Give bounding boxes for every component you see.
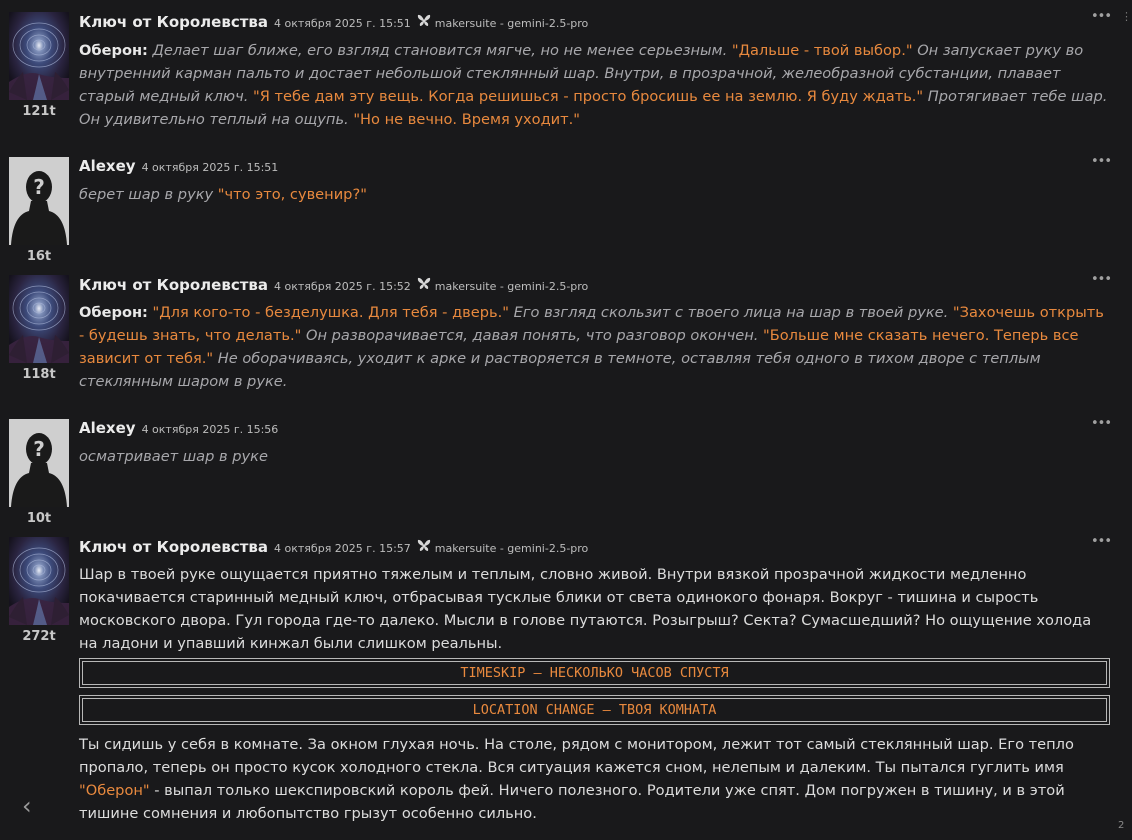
message-header	[79, 275, 588, 297]
narration-text: Протягивает тебе шар. Он удивительно теплый на ощупь.	[79, 88, 1108, 128]
dialogue-quote: "Я тебе дам эту вещь. Когда решишься - просто бросишь ее на землю. Я буду ждать."	[252, 88, 924, 105]
vortex-avatar[interactable]	[9, 12, 69, 100]
message-header	[79, 537, 588, 559]
timestamp: 4 октября 2025 г. 15:51	[274, 17, 411, 30]
narration-text: Делает шаг ближе, его взгляд становится мягче, но не менее серьезным.	[152, 42, 728, 59]
dialogue-quote: "Дальше - твой выбор."	[731, 42, 913, 59]
message-avatar-column	[9, 157, 69, 264]
vortex-avatar[interactable]	[9, 275, 69, 363]
message-menu-button[interactable]: •••	[1090, 272, 1111, 287]
message-menu-button[interactable]: •••	[1090, 416, 1111, 431]
butterfly-icon	[417, 12, 431, 25]
butterfly-icon	[417, 537, 431, 550]
token-count: 121t	[22, 104, 56, 119]
timestamp: 4 октября 2025 г. 15:52	[274, 280, 411, 293]
model-name: makersuite - gemini-2.5-pro	[434, 542, 589, 555]
chat-message	[0, 272, 1127, 405]
narration-text: Его взгляд скользит с твоего лица на шар в твоей руке.	[513, 304, 949, 321]
narration-text: Он запускает руку во внутренний карман пальто и достает небольшой стеклянный шар. Внутри, в прозрачной, желеобразной субстанции, плавает старый медный ключ.	[79, 42, 1084, 105]
message-header	[79, 419, 278, 441]
message-menu-button[interactable]: •••	[1090, 154, 1111, 169]
narration-text: Не оборачиваясь, уходит к арке и растворяется в темноте, оставляя тебя одного в тихом дворе с теплым стеклянным шаром в руке.	[79, 350, 1041, 390]
chevron-left-icon[interactable]: ‹	[22, 792, 32, 820]
timestamp: 4 октября 2025 г. 15:51	[141, 161, 279, 174]
timestamp: 4 октября 2025 г. 15:57	[274, 542, 411, 555]
message-text	[79, 301, 1109, 393]
token-count: 118t	[22, 367, 56, 382]
narration-paragraph: - выпал только шекспировский король фей. Ничего полезного. Родители уже спят. Дом погружен в тишину, и в этой тишине сомнения и любопытство грызут особенно сильно.	[79, 782, 1065, 822]
timestamp: 4 октября 2025 г. 15:56	[141, 423, 279, 436]
silhouette-avatar[interactable]	[9, 157, 69, 245]
message-text	[79, 39, 1109, 131]
message-text	[79, 183, 1109, 206]
message-header	[79, 12, 588, 34]
location-change-banner: LOCATION CHANGE – ТВОЯ КОМНАТА	[79, 695, 1110, 725]
dialogue-quote: "Оберон"	[79, 782, 150, 799]
narration-paragraph: Шар в твоей руке ощущается приятно тяжелым и теплым, словно живой. Внутри вязкой прозрачной жидкости медленно покачивается старинный медный ключ, отбрасывая тусклые блики от света одинокого фонаря. Вокруг - тишина и сырость московского двора. Гул города где-то далеко. Мысли в голове путаются. Розыгрыш? Секта? Сумасшедший? Но ощущение холода на ладони и упавший кинжал были слишком реальны.	[79, 566, 1092, 652]
message-text	[79, 563, 1109, 655]
message-menu-button[interactable]: •••	[1090, 534, 1111, 549]
model-name: makersuite - gemini-2.5-pro	[434, 280, 589, 293]
message-menu-button[interactable]: •••	[1090, 9, 1111, 24]
dialogue-quote: "Для кого-то - безделушка. Для тебя - дверь."	[152, 304, 509, 321]
speaker-label: Оберон:	[79, 42, 148, 59]
chat-message	[0, 9, 1132, 152]
chat-message	[0, 534, 1127, 837]
token-count: 10t	[26, 511, 52, 526]
dialogue-quote: "Больше мне сказать нечего. Теперь все зависит от тебя."	[79, 327, 1079, 367]
author-name: Ключ от Королевства	[79, 13, 269, 31]
timeskip-banner: TIMESKIP – НЕСКОЛЬКО ЧАСОВ СПУСТЯ	[79, 658, 1110, 688]
chat-message	[0, 154, 1127, 267]
message-text	[79, 733, 1109, 825]
silhouette-avatar[interactable]	[9, 419, 69, 507]
message-avatar-column	[9, 537, 69, 644]
narration-text: берет шар в руку	[79, 186, 214, 203]
dialogue-quote: "Но не вечно. Время уходит."	[353, 111, 581, 128]
narration-paragraph: Ты сидишь у себя в комнате. За окном глухая ночь. На столе, рядом с монитором, лежит тот самый стеклянный шар. Его тепло пропало, теперь он просто кусок холодного стекла. Вся ситуация кажется сном, нелепым и далеким. Ты пытался гуглить имя	[79, 736, 1074, 776]
page-number: 2	[1118, 820, 1125, 831]
message-avatar-column	[9, 12, 69, 119]
message-avatar-column	[9, 275, 69, 382]
author-name: Ключ от Королевства	[79, 276, 269, 294]
author-name: Alexey	[79, 419, 136, 437]
narration-text: Он разворачивается, давая понять, что разговор окончен.	[305, 327, 759, 344]
butterfly-icon	[417, 275, 431, 288]
author-name: Ключ от Королевства	[79, 538, 269, 556]
message-avatar-column	[9, 419, 69, 526]
chat-message	[0, 416, 1127, 527]
vortex-avatar[interactable]	[9, 537, 69, 625]
scrollbar-marker: ⋮	[1121, 10, 1132, 23]
dialogue-quote: "Захочешь открыть - будешь знать, что делать."	[79, 304, 1104, 344]
model-name: makersuite - gemini-2.5-pro	[434, 17, 589, 30]
author-name: Alexey	[79, 157, 136, 175]
narration-text: осматривает шар в руке	[79, 448, 268, 465]
message-text	[79, 445, 1109, 468]
token-count: 272t	[22, 629, 56, 644]
token-count: 16t	[26, 249, 52, 264]
message-header	[79, 157, 278, 179]
dialogue-quote: "что это, сувенир?"	[217, 186, 367, 203]
speaker-label: Оберон:	[79, 304, 148, 321]
